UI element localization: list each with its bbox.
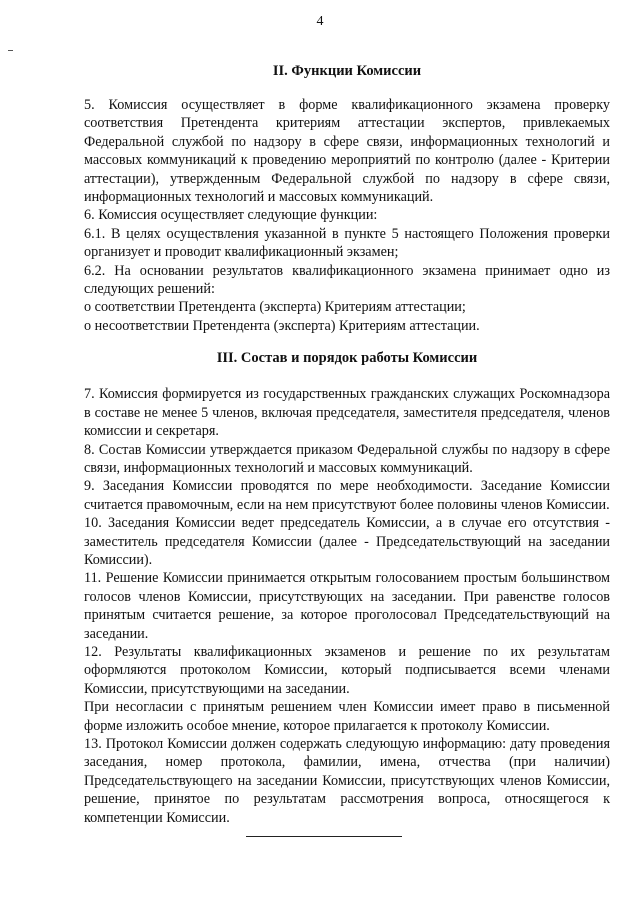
paragraph-13: 13. Протокол Комиссии должен содержать следующую информацию: дату проведения заседания, номер протокола, фамилии, имена, отчества (при наличии) Председательствующего на заседании Комиссии, присутствующих членов Комиссии, решение, принятое по результатам рассмотрения вопроса, относящегося к компетенции Комиссии.	[84, 736, 610, 826]
paragraph-6: 6. Комиссия осуществляет следующие функции:	[84, 207, 378, 224]
paragraph-12: 12. Результаты квалификационных экзаменов и решение по их результатам оформляются протоколом Комиссии, который подписывается всеми членами Комиссии, присутствующими на заседании.	[84, 643, 610, 697]
scan-mark	[8, 50, 13, 51]
paragraph-8: 8. Состав Комиссии утверждается приказом Федеральной службы по надзору в сфере связи, информационных технологий и массовых коммуникаций.	[84, 441, 610, 476]
section-heading-composition: III. Состав и порядок работы Комиссии	[216, 350, 478, 367]
paragraph-11: 11. Решение Комиссии принимается открытым голосованием простым большинством голосов членов Комиссии, присутствующих на заседании. При равенстве голосов принятым считается решение, за которое проголосовал Председательствующий на заседании.	[84, 570, 610, 642]
paragraph-6-1: 6.1. В целях осуществления указанной в пункте 5 настоящего Положения проверки организует и проводит квалификационный экзамен;	[84, 225, 610, 261]
paragraph-5: 5. Комиссия осуществляет в форме квалификационного экзамена проверку соответствия Претендента критериям аттестации экспертов, привлекаемых Федеральной службой по надзору в сфере связи, информационных технологий и массовых коммуникаций к проведению мероприятий по контролю (далее - Критерии аттестации), утвержденным Федеральной службой по надзору в сфере связи, информационных технологий и массовых коммуникаций.	[84, 97, 610, 206]
paragraph-12-dissent: При несогласии с принятым решением член Комиссии имеет право в письменной форме изложить особое мнение, которое прилагается к протоколу Комиссии.	[84, 699, 610, 734]
paragraph-10: 10. Заседания Комиссии ведет председатель Комиссии, а в случае его отсутствия - заместитель председателя Комиссии (далее - Председательствующий на заседании Комиссии).	[84, 515, 610, 568]
paragraph-9: 9. Заседания Комиссии проводятся по мере необходимости. Заседание Комиссии считается правомочным, если на нем присутствуют более половины членов Комиссии.	[84, 478, 610, 513]
document-body	[84, 58, 610, 827]
end-divider-line	[246, 836, 402, 837]
decision-option-compliance: о соответствии Претендента (эксперта) Критериям аттестации;	[84, 299, 466, 316]
page-number: 4	[316, 14, 324, 29]
paragraph-6-2: 6.2. На основании результатов квалификационного экзамена принимает одно из следующих решений:	[84, 262, 610, 298]
paragraph-7: 7. Комиссия формируется из государственных гражданских служащих Роскомнадзора в составе не менее 5 членов, включая председателя, заместителя председателя, членов комиссии и секретаря.	[84, 386, 610, 440]
decision-option-noncompliance: о несоответствии Претендента (эксперта) Критериям аттестации.	[84, 317, 480, 334]
section-heading-functions: II. Функции Комиссии	[272, 63, 422, 79]
